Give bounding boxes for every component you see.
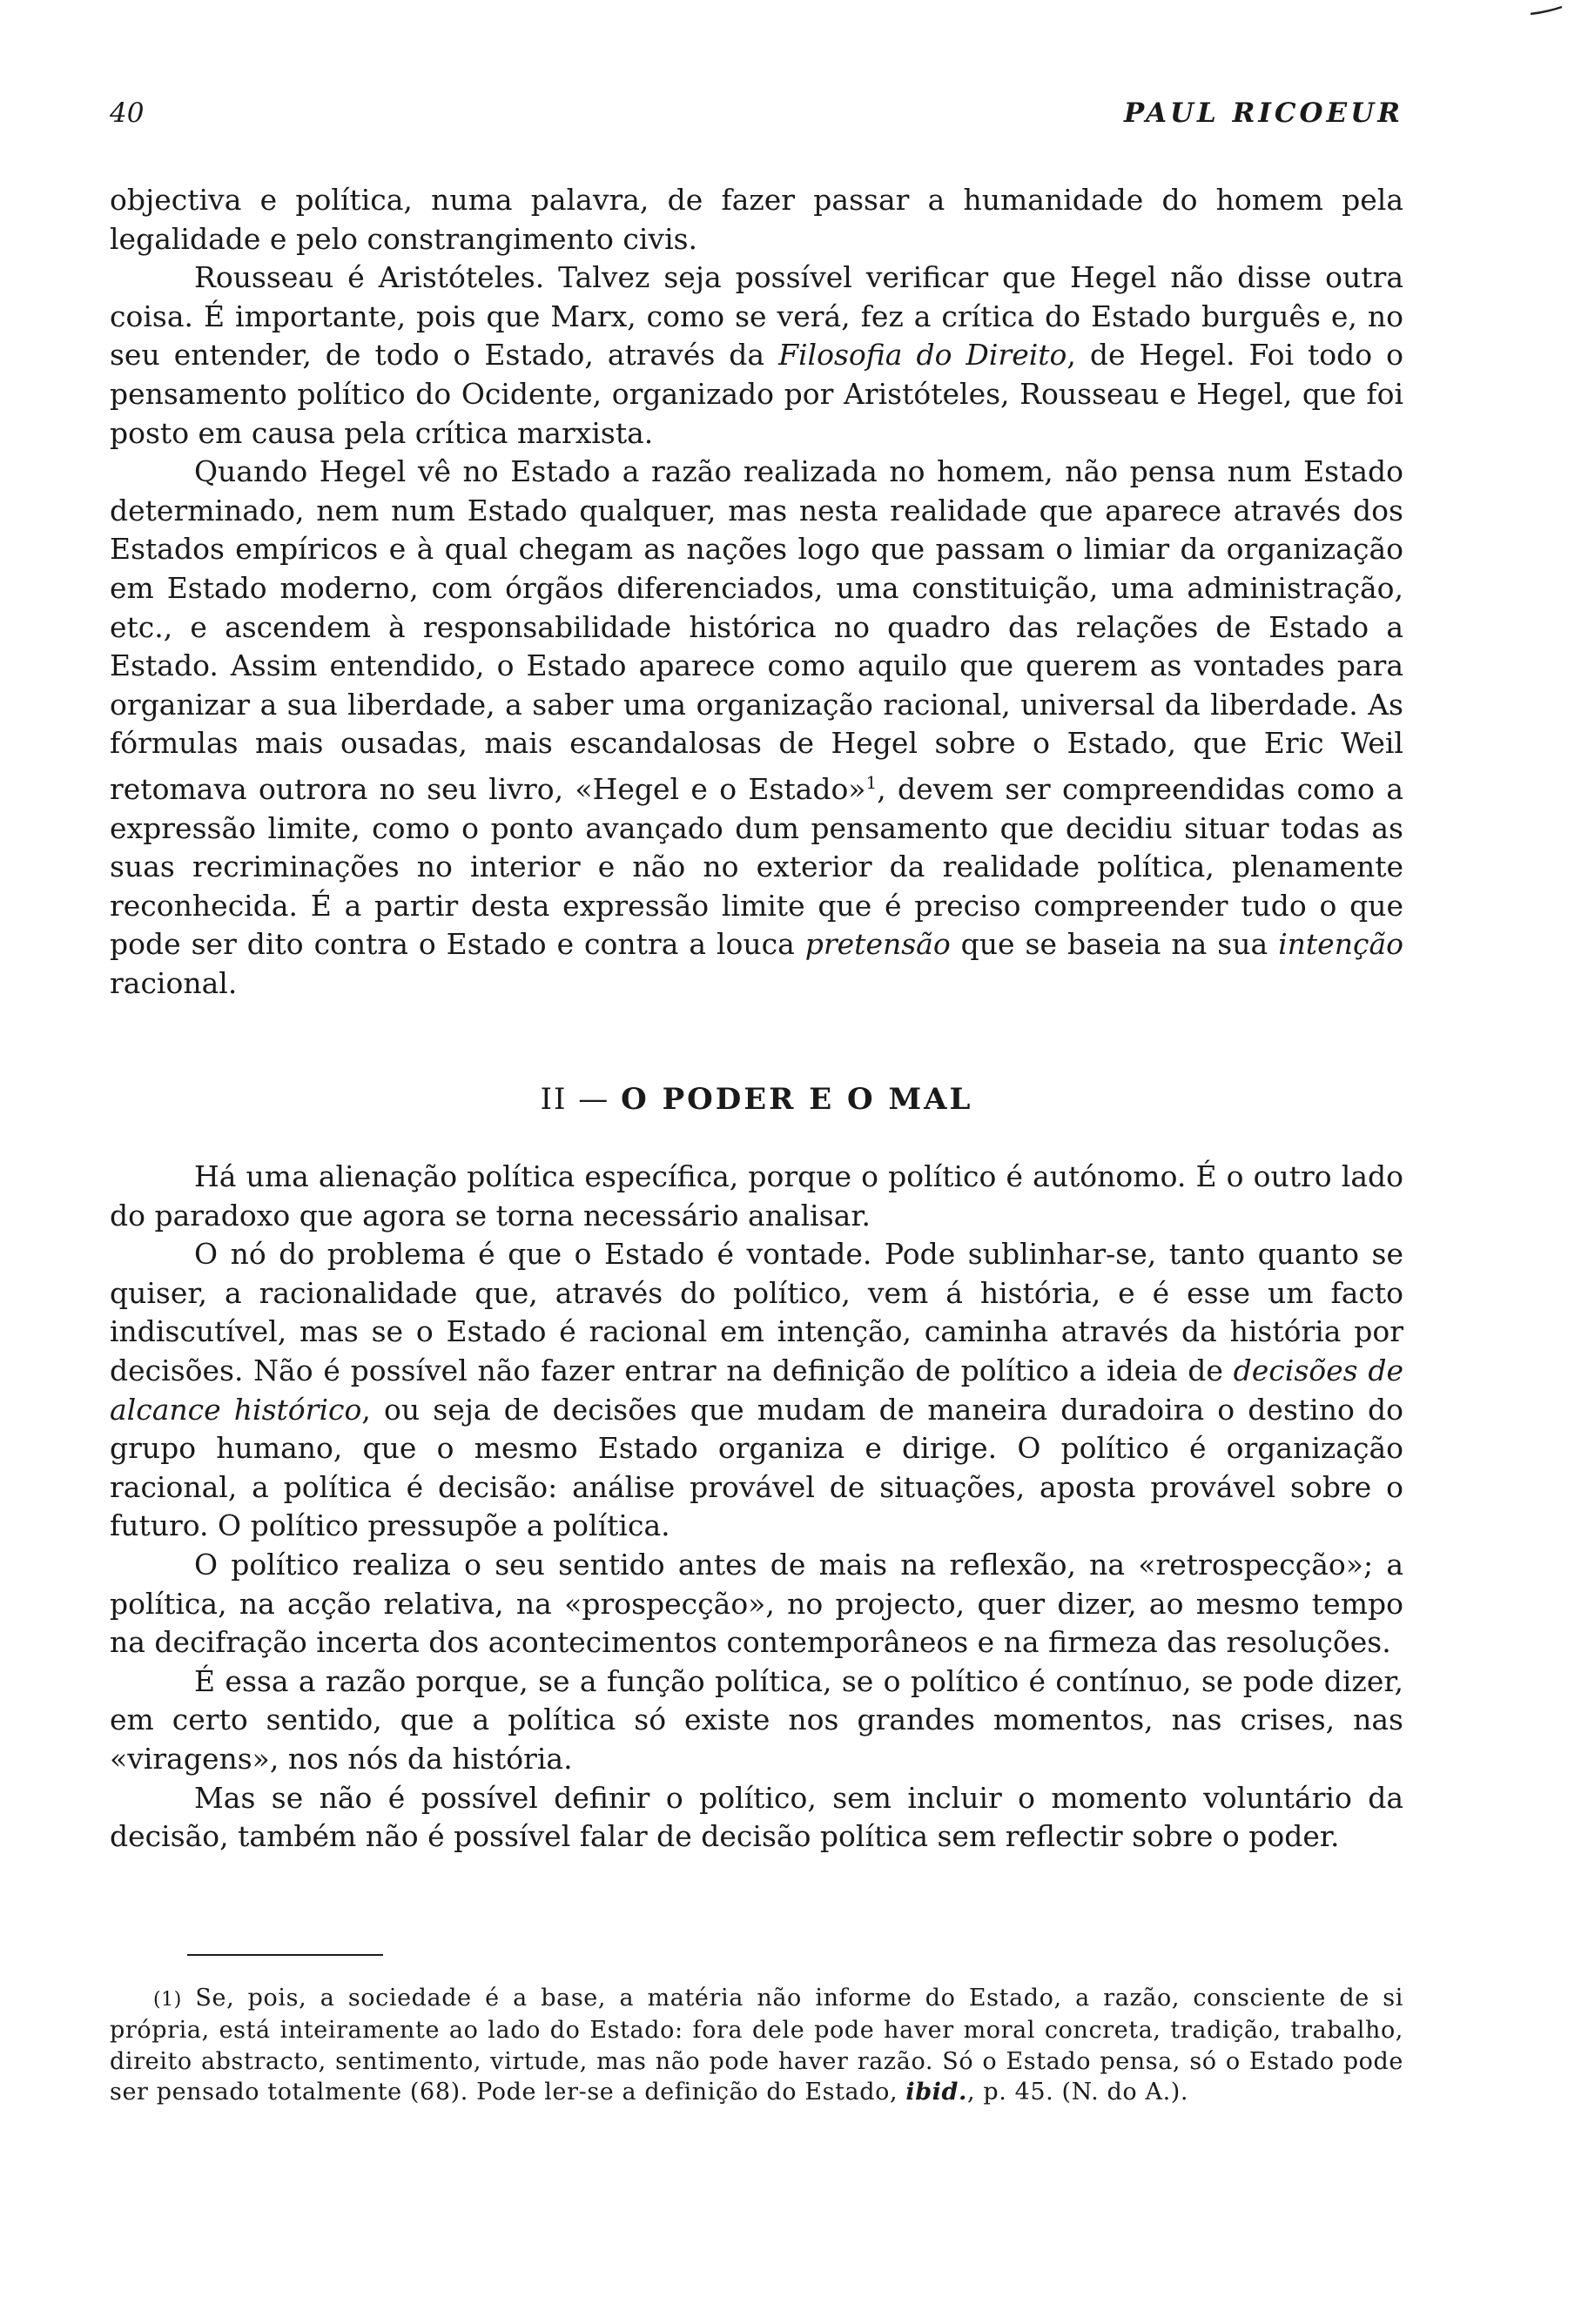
text-run: Há uma alienação política específica, porque o político é autónomo. É o outro lado do paradoxo que agora se torna necessário analisar. <box>110 1159 1403 1233</box>
footnote <box>110 1983 1403 2108</box>
footnote-paragraph <box>110 1983 1403 2108</box>
paragraph <box>110 1158 1403 1235</box>
italic-word: pretensão <box>804 927 951 962</box>
section-heading <box>110 1080 1403 1119</box>
text-run: que se baseia na sua <box>950 927 1279 962</box>
section-title: O PODER E O MAL <box>621 1082 973 1118</box>
footnote-divider <box>187 1954 383 1956</box>
page-number: 40 <box>110 97 145 129</box>
footnote-marker: (1) <box>153 1989 182 2011</box>
paragraph <box>110 181 1403 259</box>
italic-phrase: decisões de alcance histórico <box>110 1353 1403 1427</box>
paragraph <box>110 1779 1403 1857</box>
footnote-text: Se, pois, a sociedade é a base, a matéria não informe do Estado, a razão, consciente de si própria, está inteiramente ao lado do Estado: fora dele pode haver moral concreta, tradição, trabalho, direito abstracto, sentimento, virtude, mas não pode haver razão. Só o Estado pensa, só o Estado pode ser pensado totalmente (68). Pode ler-se a definição do Estado, <box>110 1985 1403 2106</box>
text-run: Rousseau é Aristóteles. Talvez seja possível verificar que Hegel não disse outra coisa. É importante, pois que Marx, como se verá, fez a crítica do Estado burguês e, no seu entender, de todo o Estado, através da <box>110 260 1403 373</box>
text-run: racional. <box>110 965 238 1000</box>
text-run: , de Hegel. Foi todo o pensamento político do Ocidente, organizado por Aristóteles, Rousseau e Hegel, que foi posto em causa pela crítica marxista. <box>110 338 1403 450</box>
text-run: , devem ser compreendidas como a expressão limite, como o ponto avançado dum pensamento que decidiu situar todas as suas recriminações no interior e não no exterior da realidade política, plenamente reconhecida. É a partir desta expressão limite que é preciso compreender tudo o que pode ser dito contra o Estado e contra a louca <box>110 771 1403 962</box>
footnote-ref: 1 <box>865 771 878 793</box>
italic-word: intenção <box>1278 927 1403 962</box>
pen-mark <box>1529 5 1564 16</box>
text-run: Quando Hegel vê no Estado a razão realizada no homem, não pensa num Estado determinado, nem num Estado qualquer, mas nesta realidade que aparece através dos Estados empíricos e à qual chegam as nações logo que passam o limiar da organização em Estado moderno, com órgãos diferenciados, uma constituição, uma administração, etc., e ascendem à responsabilidade histórica no quadro das relações de Estado a Estado. Assim entendido, o Estado aparece como aquilo que querem as vontades para organizar a sua liberdade, a saber uma organização racional, universal da liberdade. As fórmulas mais ousadas, mais escandalosas de Hegel sobre o Estado, que Eric Weil retomava outrora no seu livro, «Hegel e o Estado» <box>110 454 1403 806</box>
italic-word: ibid. <box>905 2079 968 2106</box>
text-run: O nó do problema é que o Estado é vontade. Pode sublinhar-se, tanto quanto se quiser, a racionalidade que, através do político, vem á história, e é esse um facto indiscutível, mas se o Estado é racional em intenção, caminha através da história por decisões. Não é possível não fazer entrar na definição de político a ideia de <box>110 1237 1403 1388</box>
footnote-text: , p. 45. (N. do A.). <box>967 2079 1189 2106</box>
paragraph <box>110 259 1403 453</box>
section-number: II — <box>540 1082 622 1118</box>
text-run: O político realiza o seu sentido antes de mais na reflexão, na «retrospecção»; a política, na acção relativa, na «prospecção», no projecto, quer dizer, ao mesmo tempo na decifração incerta dos acontecimentos contemporâneos e na firmeza das resoluções. <box>110 1548 1403 1660</box>
running-title: PAUL RICOEUR <box>1123 97 1403 129</box>
body-text <box>110 181 1403 1857</box>
book-title: Filosofia do Direito <box>778 338 1067 373</box>
paragraph <box>110 453 1403 1003</box>
text-run: objectiva e política, numa palavra, de fazer passar a humanidade do homem pela legalidade e pelo constrangimento civis. <box>110 183 1403 256</box>
text-run: , ou seja de decisões que mudam de maneira duradoira o destino do grupo humano, que o mesmo Estado organiza e dirige. O político é organização racional, a política é decisão: análise provável de situações, aposta provável sobre o futuro. O político pressupõe a política. <box>110 1392 1403 1543</box>
paragraph <box>110 1546 1403 1662</box>
paragraph <box>110 1235 1403 1546</box>
running-header <box>110 97 1403 139</box>
text-run: É essa a razão porque, se a função política, se o político é contínuo, se pode dizer, em certo sentido, que a política só existe nos grandes momentos, nas crises, nas «viragens», nos nós da história. <box>110 1663 1403 1776</box>
text-run: Mas se não é possível definir o político, sem incluir o momento voluntário da decisão, também não é possível falar de decisão política sem reflectir sobre o poder. <box>110 1780 1403 1854</box>
paragraph <box>110 1662 1403 1779</box>
